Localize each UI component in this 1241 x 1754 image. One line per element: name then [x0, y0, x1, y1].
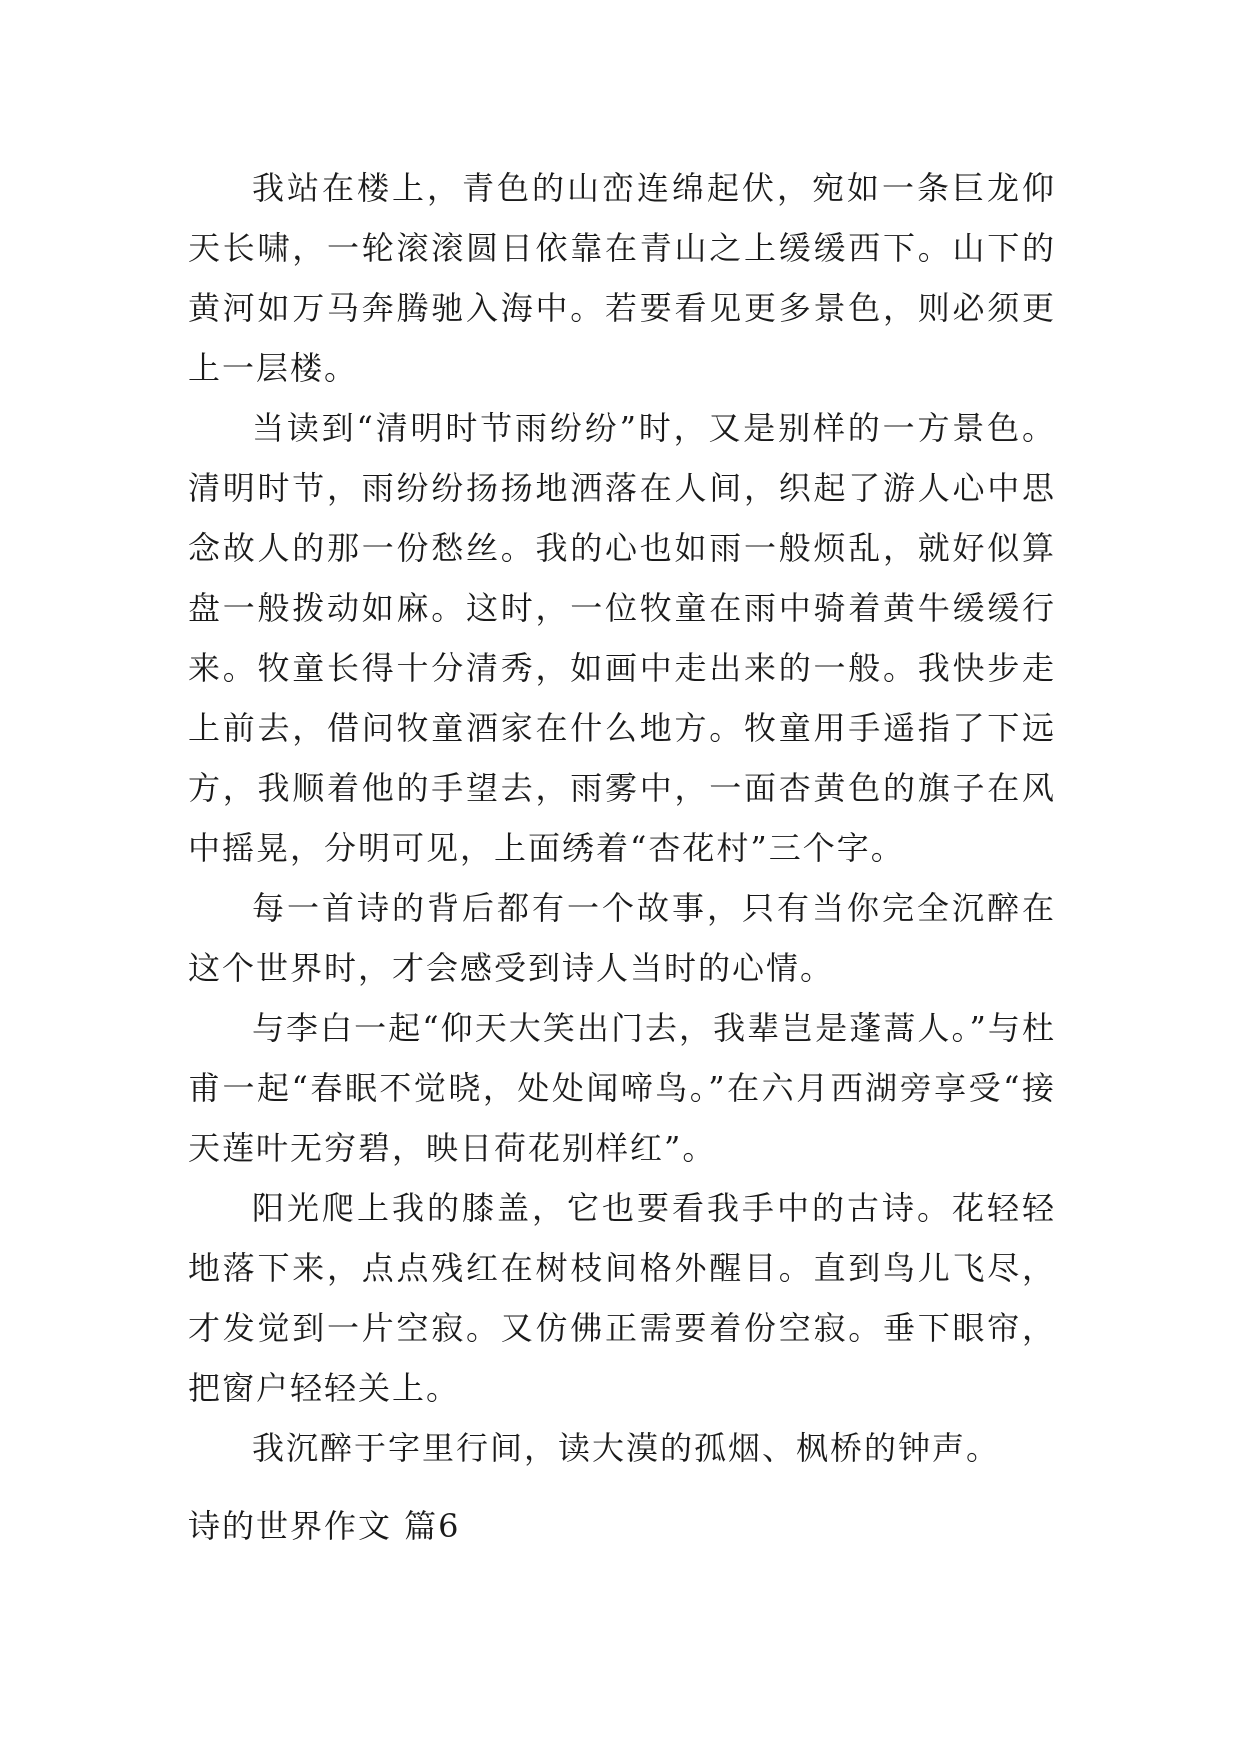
- section-title: 诗的世界作文 篇6: [188, 1507, 461, 1545]
- document-body: [188, 158, 1056, 1478]
- paragraph: 我站在楼上，青色的山峦连绵起伏，宛如一条巨龙仰天长啸，一轮滚滚圆日依靠在青山之上缓缓西下。山下的黄河如万马奔腾驰入海中。若要看见更多景色，则必须更上一层楼。: [188, 169, 1056, 387]
- paragraph: 阳光爬上我的膝盖，它也要看我手中的古诗。花轻轻地落下来，点点残红在树枝间格外醒目。直到鸟儿飞尽，才发觉到一片空寂。又仿佛正需要着份空寂。垂下眼帘，把窗户轻轻关上。: [188, 1189, 1056, 1407]
- paragraph: 与李白一起“仰天大笑出门去，我辈岂是蓬蒿人。”与杜甫一起“春眠不觉晓，处处闻啼鸟。”在六月西湖旁享受“接天莲叶无穷碧，映日荷花别样红”。: [188, 1009, 1056, 1167]
- paragraph: 我沉醉于字里行间，读大漠的孤烟、枫桥的钟声。: [252, 1429, 1001, 1467]
- paragraph: 每一首诗的背后都有一个故事，只有当你完全沉醉在这个世界时，才会感受到诗人当时的心情。: [188, 889, 1056, 987]
- paragraph: 当读到“清明时节雨纷纷”时，又是别样的一方景色。清明时节，雨纷纷扬扬地洒落在人间，织起了游人心中思念故人的那一份愁丝。我的心也如雨一般烦乱，就好似算盘一般拨动如麻。这时，一位牧童在雨中骑着黄牛缓缓行来。牧童长得十分清秀，如画中走出来的一般。我快步走上前去，借问牧童酒家在什么地方。牧童用手遥指了下远方，我顺着他的手望去，雨雾中，一面杏黄色的旗子在风中摇晃，分明可见，上面绣着“杏花村”三个字。: [188, 409, 1056, 867]
